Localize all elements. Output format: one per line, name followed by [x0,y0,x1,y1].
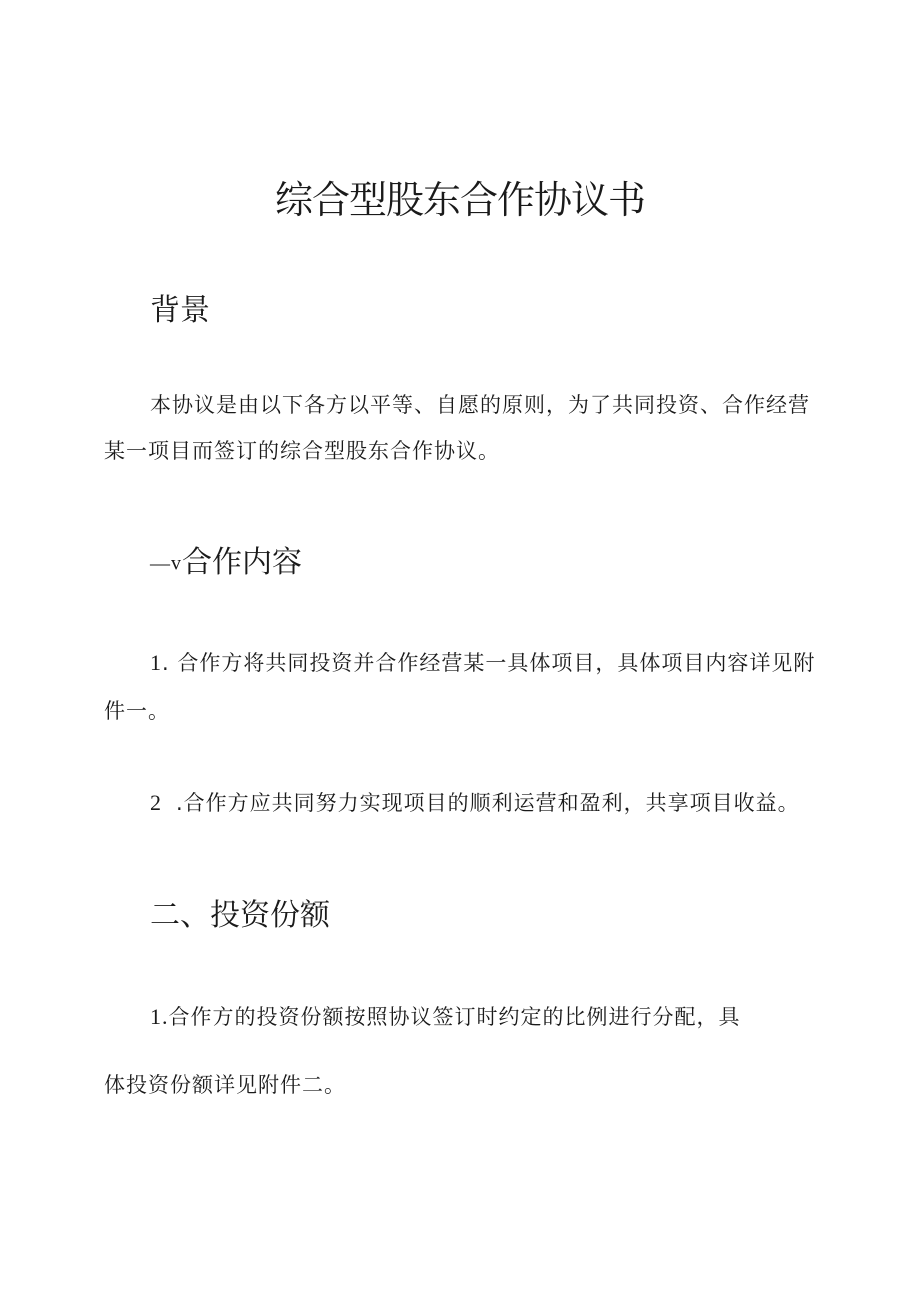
document-title: 综合型股东合作协议书 [274,178,645,222]
heading-prefix: —v [150,552,182,575]
investment-item-1-line-2: 体投资份额详见附件二。 [104,1073,346,1097]
cooperation-item-1-line-2: 件一。 [104,699,170,723]
cooperation-item-2 [150,788,800,818]
section-heading-background: 背景 [150,293,210,328]
background-paragraph-line-2: 某一项目而签订的综合型股东合作协议。 [104,439,500,463]
item-text: .合作方应共同努力实现项目的顺利运营和盈利，共享项目收益。 [176,791,800,815]
heading-text: 合作内容 [182,545,302,580]
section-heading-investment-share: 二、投资份额 [150,898,330,933]
section-heading-cooperation [150,543,302,584]
cooperation-item-1-line-1 [150,648,815,678]
investment-item-1-line-1 [150,1002,741,1032]
item-number: 1 [150,650,162,675]
item-text: 合作方的投资份额按照协议签订时约定的比例进行分配，具 [168,1005,741,1029]
background-paragraph-line-1: 本协议是由以下各方以平等、自愿的原则，为了共同投资、合作经营 [150,393,810,417]
item-text: . 合作方将共同投资并合作经营某一具体项目，具体项目内容详见附 [162,651,816,675]
item-number: 2 [150,790,162,815]
item-number: 1. [150,1004,169,1029]
